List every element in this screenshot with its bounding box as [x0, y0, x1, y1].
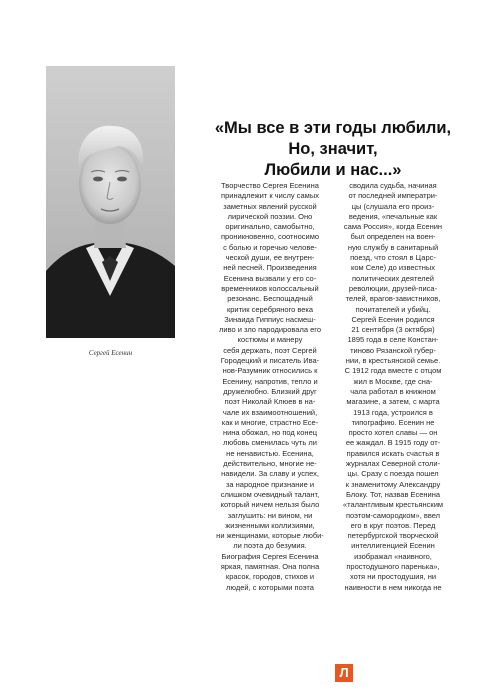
- text-line: ни женщинами, которые люби-: [216, 531, 324, 541]
- text-line: слишком очевидный талант,: [220, 489, 320, 499]
- text-line: Городецкий и писатель Ива-: [220, 356, 320, 366]
- text-line: жизненными коллизиями,: [225, 520, 315, 530]
- text-line: костюмы и манеру: [237, 335, 303, 345]
- text-line: как и многие, страстно Есе-: [221, 417, 319, 427]
- text-line: заметных явлений русской: [223, 201, 317, 211]
- text-line: заглушить: ни вином, ни: [227, 510, 313, 520]
- text-line: «талантливым крестьянским: [342, 500, 444, 510]
- text-line: поэтом-самородком», ввел: [345, 510, 441, 520]
- text-line: с болью и горечью челове-: [223, 242, 317, 252]
- text-line: ней песней. Произведения: [223, 263, 317, 273]
- text-line: принадлежит к числу самых: [221, 191, 319, 201]
- text-line: резонанс. Беспощадный: [227, 294, 313, 304]
- article-column-right: [333, 181, 453, 593]
- text-line: Есенина вызвали у его со-: [223, 273, 317, 283]
- text-line: нина обожал, но под конец: [222, 428, 318, 438]
- text-line: правился искать счастья в: [346, 448, 440, 458]
- text-line: жил в Москве, где сна-: [353, 376, 433, 386]
- text-line: тиново Рязанской губер-: [350, 345, 436, 355]
- text-line: не ненавистью. Есенина,: [226, 448, 314, 458]
- text-line: ную службу в санитарный: [347, 242, 439, 252]
- text-line: от последней императри-: [348, 191, 438, 201]
- text-line: магазине, а затем, с марта: [346, 397, 440, 407]
- text-line: красок, городов, стихов и: [225, 572, 315, 582]
- text-line: Сергей Есенин родился: [351, 314, 435, 324]
- text-line: нии, в крестьянской семье.: [345, 356, 441, 366]
- text-line: 21 сентября (3 октября): [351, 325, 435, 335]
- text-line: просто хотел славы — он: [348, 428, 438, 438]
- text-line: хотя ни простодушия, ни: [349, 572, 437, 582]
- text-line: чала работал в книжном: [350, 386, 436, 396]
- text-line: за народное признание и: [225, 479, 315, 489]
- text-line: изображал «наивного,: [354, 551, 432, 561]
- text-line: революции, друзей-писа-: [348, 283, 438, 293]
- text-line: политических деятелей: [351, 273, 434, 283]
- text-line: поэт Николай Клюев в на-: [224, 397, 316, 407]
- text-line: типографию. Есенин не: [351, 417, 435, 427]
- text-line: людей, с которыми поэта: [226, 582, 314, 592]
- text-line: яркая, памятная. Она полна: [220, 561, 320, 571]
- text-line: 1913 года, устроился в: [353, 407, 433, 417]
- text-line: цы. Сразу с поезда пошел: [347, 469, 439, 479]
- text-line: действительно, многие не-: [223, 459, 317, 469]
- text-line: временников колоссальный: [221, 283, 319, 293]
- text-line: дружелюбно. Близкий друг: [223, 386, 317, 396]
- publisher-logo: [335, 664, 353, 682]
- headline-line: Но, значит,: [288, 140, 378, 158]
- text-line: Творчество Сергея Есенина: [221, 181, 319, 190]
- text-line: простодушного паренька»,: [346, 561, 440, 571]
- text-line: Зинаида Гиппиус насмеш-: [224, 314, 316, 324]
- text-line: сводила судьба, начиная: [349, 181, 437, 190]
- text-line: почитателей и убийц.: [355, 304, 431, 314]
- text-line: который ничем нельзя было: [220, 500, 320, 510]
- publisher-logo-letter: Л: [339, 665, 349, 680]
- text-line: телей, врагов-завистников,: [345, 294, 441, 304]
- text-line: его в круг поэтов. Перед: [350, 520, 436, 530]
- text-line: ведения, «печальные как: [348, 211, 438, 221]
- text-line: Биография Сергея Есенина: [221, 551, 319, 561]
- text-line: петербургской творческой: [347, 531, 439, 541]
- text-line: был определен на воен-: [350, 232, 436, 242]
- portrait-photo: [46, 66, 175, 338]
- photo-frame: [46, 66, 175, 338]
- text-line: себя держать, поэт Сергей: [223, 345, 317, 355]
- text-line: сама Россия», когда Есенин: [343, 222, 443, 232]
- headline-line: Любили и нас...»: [264, 161, 402, 179]
- text-line: оригинально, самобытно,: [225, 222, 315, 232]
- photo-caption: Сергей Есенин: [88, 349, 133, 357]
- text-line: Блоку. Тот, назвав Есенина: [345, 489, 441, 499]
- text-line: журналах Северной столи-: [345, 459, 441, 469]
- article-column-left: [210, 181, 330, 593]
- text-line: цы (слушала его произ-: [351, 201, 435, 211]
- text-line: ли поэта до безумия.: [233, 541, 307, 551]
- text-line: критик серебряного века: [226, 304, 314, 314]
- text-line: лирической поэзии. Оно: [227, 211, 313, 221]
- text-line: ее жаждал. В 1915 году от-: [345, 438, 441, 448]
- text-line: С 1912 года вместе с отцом: [344, 366, 442, 376]
- text-line: любовь сменилась чуть ли: [223, 438, 317, 448]
- text-line: интеллигенцией Есенин: [351, 541, 435, 551]
- text-line: нов-Разумник относились к: [222, 366, 318, 376]
- text-line: 1895 года в селе Констан-: [347, 335, 439, 345]
- text-line: ком Селе) до известных: [350, 263, 436, 273]
- text-line: поезд, что стоял в Царс-: [350, 253, 436, 263]
- text-line: ческой души, ее внутрен-: [225, 253, 315, 263]
- text-line: ливо и зло пародировала его: [219, 325, 321, 335]
- text-line: Есенину, напротив, тепло и: [222, 376, 318, 386]
- text-line: навидели. За славу и успех,: [221, 469, 319, 479]
- text-line: чале их взаимоотношений,: [222, 407, 318, 417]
- headline-line: «Мы все в эти годы любили,: [214, 119, 452, 137]
- article-headline: [208, 118, 458, 181]
- text-line: к знаменитому Александру: [345, 479, 441, 489]
- text-line: наивности в нем никогда не: [344, 582, 442, 592]
- text-line: проникновенно, соотносимо: [220, 232, 320, 242]
